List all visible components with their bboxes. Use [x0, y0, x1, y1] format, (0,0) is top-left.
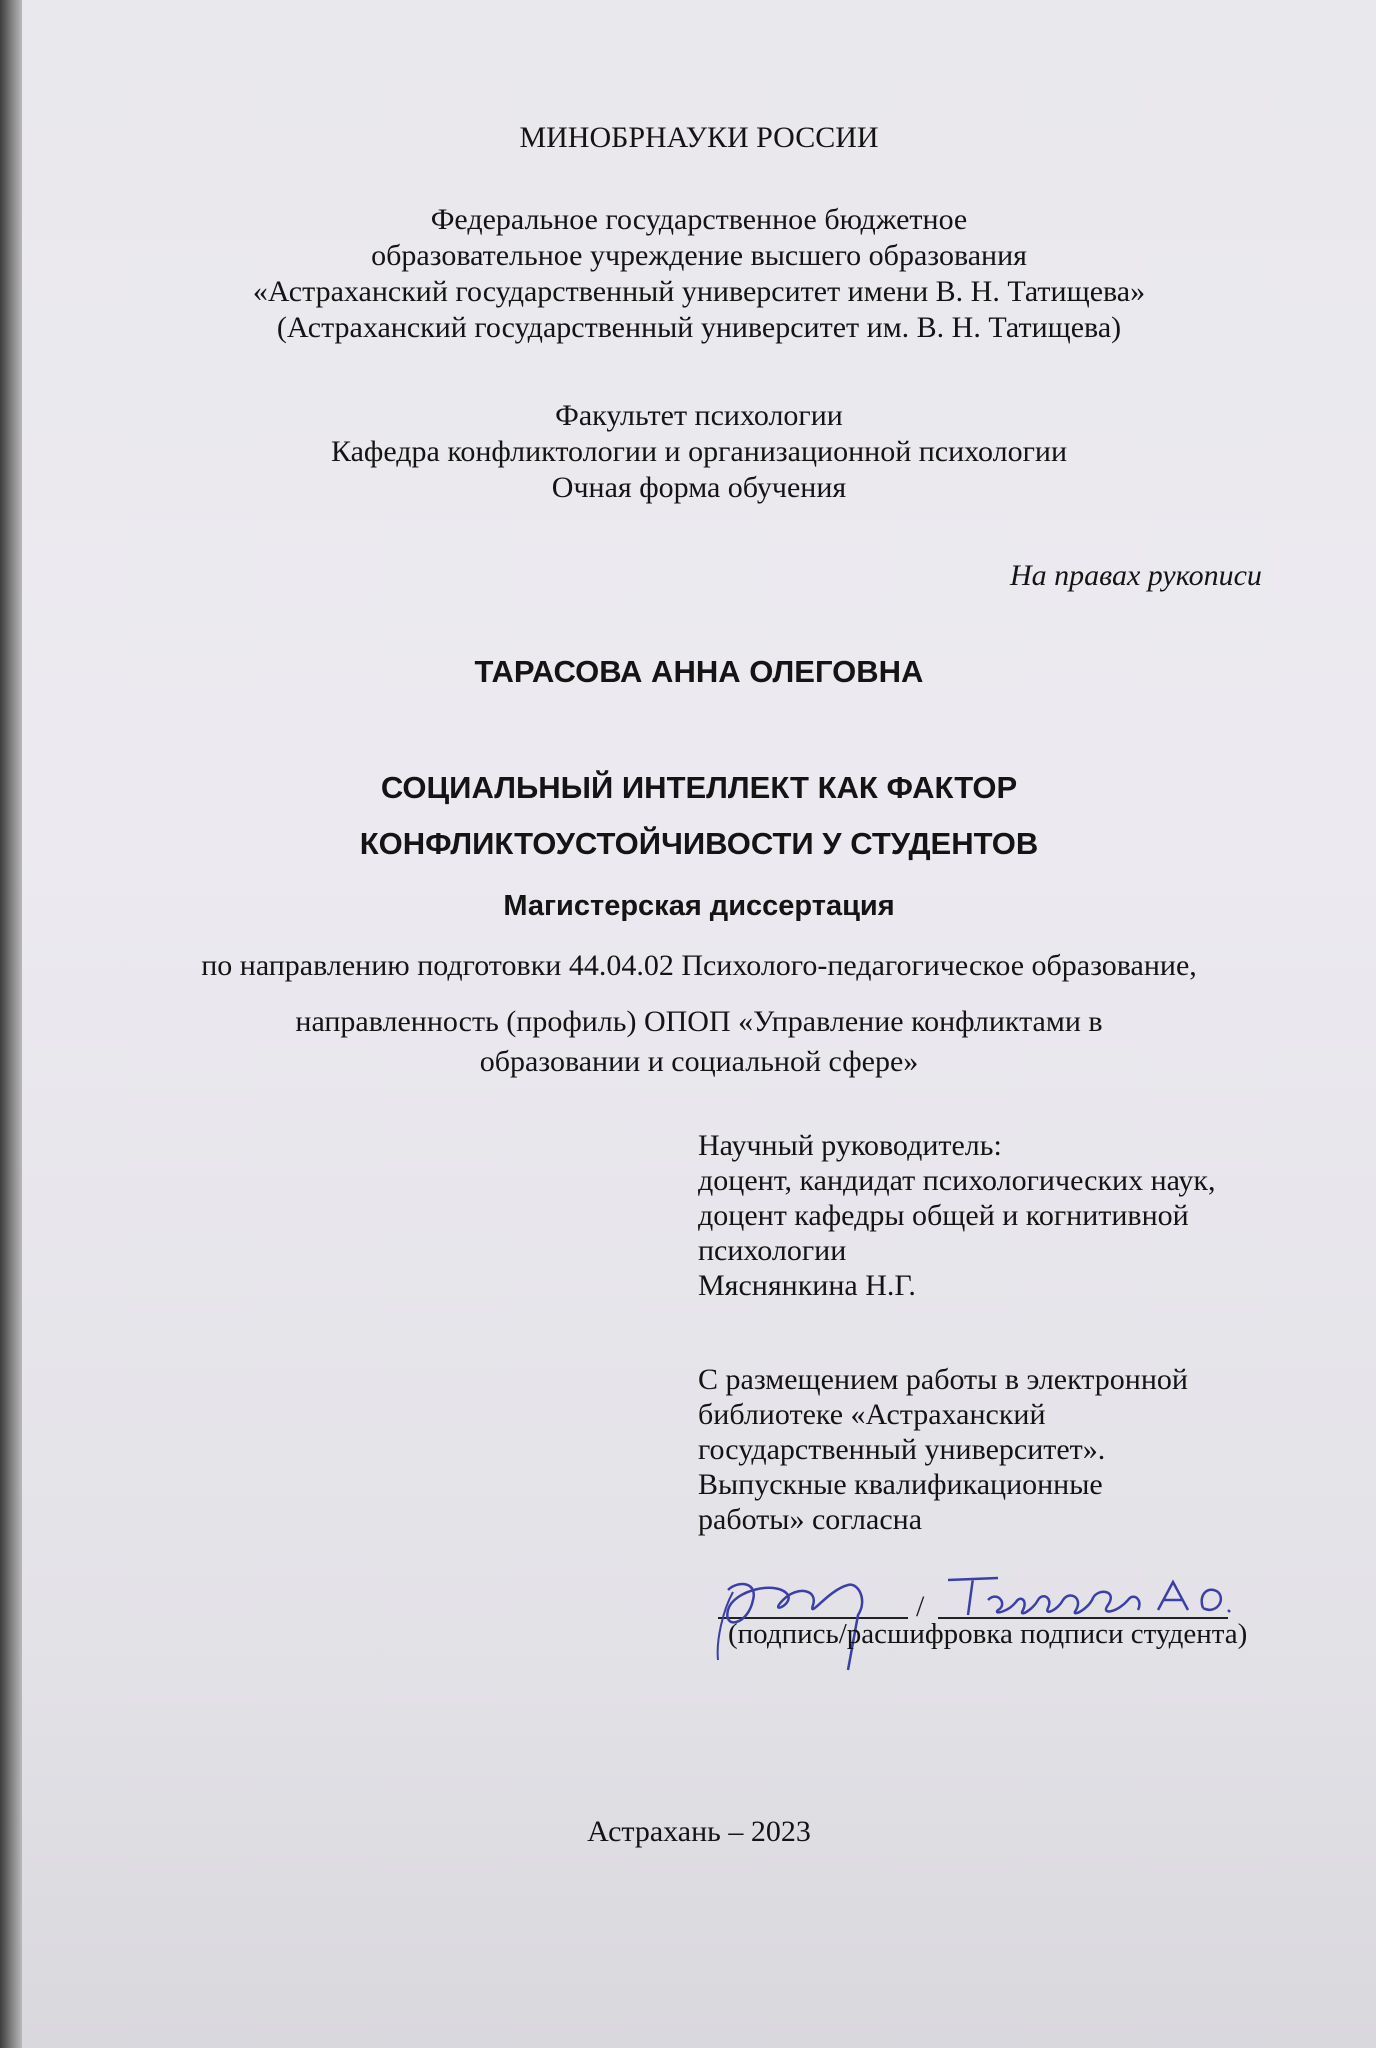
signature-caption: (подпись/расшифровка подписи студента)	[728, 1618, 1248, 1650]
institution-line-4: (Астраханский государственный университет им. В. Н. Татищева)	[276, 311, 1122, 344]
page-edge-shadow	[0, 0, 22, 2048]
supervisor-title-line-1: доцент, кандидат психологических наук,	[698, 1164, 1216, 1197]
supervisor-label: Научный руководитель:	[698, 1129, 1002, 1162]
consent-line-5: работы» согласна	[698, 1503, 923, 1536]
department-name: Кафедра конфликтологии и организационной психологии	[330, 435, 1068, 468]
direction-line-1: по направлению подготовки 44.04.02 Психолого-педагогическое образование,	[201, 949, 1197, 982]
institution-line-1: Федеральное государственное бюджетное	[430, 203, 968, 236]
author-name: ТАРАСОВА АННА ОЛЕГОВНА	[474, 654, 924, 689]
consent-line-1: С размещением работы в электронной	[698, 1363, 1188, 1396]
supervisor-block	[698, 1128, 1216, 1303]
supervisor-name: Мяснянкина Н.Г.	[698, 1269, 916, 1302]
supervisor-title-line-2: доцент кафедры общей и когнитивной	[698, 1199, 1189, 1232]
direction-line-3: образовании и социальной сфере»	[479, 1045, 919, 1078]
thesis-title-line-2: КОНФЛИКТОУСТОЙЧИВОСТИ У СТУДЕНТОВ	[359, 826, 1039, 861]
manuscript-note: На правах рукописи	[1010, 559, 1262, 592]
direction-line-2: направленность (профиль) ОПОП «Управление конфликтами в	[295, 1005, 1103, 1038]
svg-text:/: /	[916, 1590, 925, 1623]
faculty-name: Факультет психологии	[555, 399, 843, 432]
study-form: Очная форма обучения	[551, 471, 847, 504]
thesis-title-line-1: СОЦИАЛЬНЫЙ ИНТЕЛЛЕКТ КАК ФАКТОР	[380, 770, 1018, 805]
city-year: Астрахань – 2023	[587, 1815, 811, 1848]
ministry-header: МИНОБРНАУКИ РОССИИ	[519, 121, 879, 154]
document-page	[22, 0, 1376, 2048]
institution-line-2: образовательное учреждение высшего образования	[371, 239, 1027, 272]
supervisor-title-line-3: психологии	[698, 1234, 847, 1267]
consent-line-4: Выпускные квалификационные	[698, 1468, 1103, 1501]
consent-line-3: государственный университет».	[698, 1433, 1106, 1466]
consent-line-2: библиотеке «Астраханский	[698, 1398, 1046, 1431]
institution-line-3: «Астраханский государственный университет имени В. Н. Татищева»	[252, 275, 1146, 308]
work-type: Магистерская диссертация	[503, 890, 895, 922]
consent-block	[698, 1362, 1188, 1537]
